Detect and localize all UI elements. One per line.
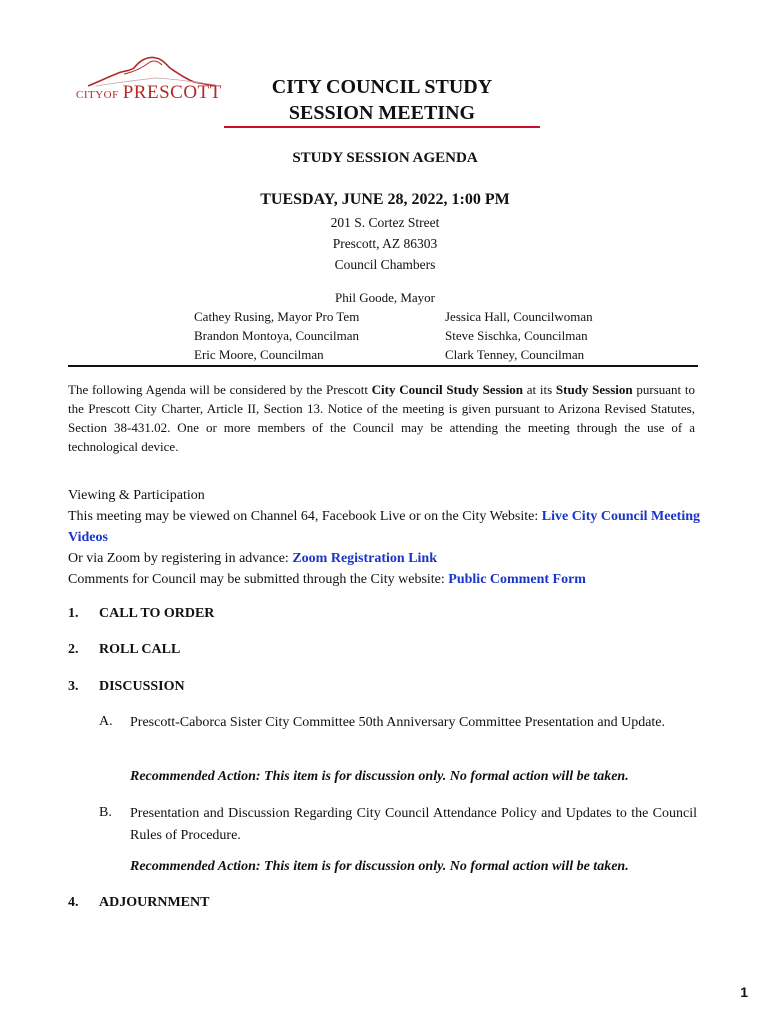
subitem-text: Prescott-Caborca Sister City Committee 50th Anniversary Committee Presentation and Update. [130, 715, 666, 730]
agenda-item-number: 3. [68, 679, 79, 694]
address-line-1: 201 S. Cortez Street [330, 215, 440, 230]
title-line-1: CITY COUNCIL STUDY [271, 76, 493, 98]
city-logo [76, 52, 221, 104]
agenda-item-number: 4. [68, 895, 79, 910]
meeting-datetime: TUESDAY, JUNE 28, 2022, 1:00 PM [260, 191, 510, 208]
agenda-item-number: 1. [68, 606, 79, 621]
notice-text: pursuant to the Prescott City Charter, Article II, Section 13. Notice of the meeting is given pursuant to Arizona Revised Statutes, Section 38-431.02. One or more members of the Council may be attending the meeting through the use of a technological device. [68, 382, 695, 454]
viewing-text: Comments for Council may be submitted through the City website: [68, 572, 449, 587]
logo-city: CITY [76, 89, 104, 101]
title-line-2: SESSION MEETING [288, 102, 476, 124]
council-member: Jessica Hall, Councilwoman [445, 309, 593, 324]
viewing-section [68, 485, 708, 590]
council-member: Brandon Montoya, Councilman [194, 328, 360, 343]
page-number: 1 [740, 984, 748, 1000]
address-line-3: Council Chambers [334, 257, 436, 272]
subitem-text: Presentation and Discussion Regarding City Council Attendance Policy and Updates to the Council Rules of Procedure. [130, 806, 697, 843]
agenda-item-title: CALL TO ORDER [99, 606, 215, 621]
title-divider [224, 126, 540, 128]
council-member: Clark Tenney, Councilman [445, 347, 585, 362]
agenda-item-number: 2. [68, 642, 79, 657]
council-member: Cathey Rusing, Mayor Pro Tem [194, 309, 360, 324]
address-line-2: Prescott, AZ 86303 [332, 236, 438, 251]
notice-text: The following Agenda will be considered by the Prescott [68, 382, 372, 397]
viewing-text: Or via Zoom by registering in advance: [68, 551, 293, 566]
notice-bold: City Council Study Session [371, 382, 524, 397]
notice-text: at its [523, 382, 556, 397]
viewing-line [68, 569, 708, 590]
agenda-item-title: ROLL CALL [99, 642, 181, 657]
live-videos-link[interactable]: Live City Council Meeting Videos [68, 509, 701, 545]
public-comment-link[interactable]: Public Comment Form [448, 572, 586, 587]
zoom-registration-link[interactable]: Zoom Registration Link [292, 551, 438, 566]
page-title [224, 74, 540, 126]
viewing-text: This meeting may be viewed on Channel 64, Facebook Live or on the City Website: [68, 509, 542, 524]
notice-bold: Study Session [555, 382, 633, 397]
recommended-action: Recommended Action: This item is for discussion only. No formal action will be taken. [130, 769, 629, 784]
subitem-letter: A. [99, 714, 113, 729]
viewing-line [68, 548, 708, 569]
viewing-line [68, 506, 708, 548]
logo-wordmark [76, 82, 222, 104]
subitem-letter: B. [99, 805, 112, 820]
mayor-name: Phil Goode, Mayor [334, 290, 436, 305]
notice-paragraph [68, 380, 695, 456]
council-member: Steve Sischka, Councilman [445, 328, 588, 343]
agenda-item-title: ADJOURNMENT [99, 895, 210, 910]
logo-prescott: PRESCOTT [122, 82, 222, 103]
recommended-action: Recommended Action: This item is for discussion only. No formal action will be taken. [130, 859, 629, 874]
logo-of: OF [103, 89, 119, 101]
council-member: Eric Moore, Councilman [194, 347, 324, 362]
agenda-label: STUDY SESSION AGENDA [292, 150, 478, 166]
section-divider [68, 365, 698, 367]
agenda-item-title: DISCUSSION [99, 679, 185, 694]
viewing-heading: Viewing & Participation [68, 488, 205, 503]
